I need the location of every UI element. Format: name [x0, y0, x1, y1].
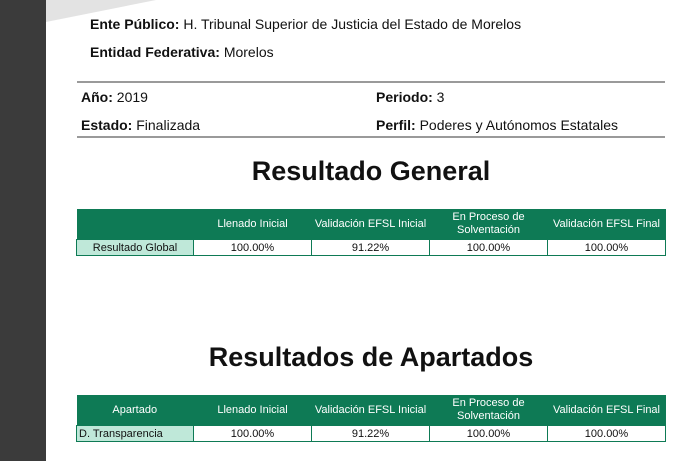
cell-en-proceso: 100.00% [430, 426, 548, 442]
cell-en-proceso: 100.00% [430, 240, 548, 256]
header-validacion-inicial: Validación EFSL Inicial [312, 209, 430, 240]
estado-label: Estado: [81, 117, 133, 133]
header-en-proceso: En Proceso de Solventación [430, 395, 548, 426]
perfil-field [376, 117, 618, 133]
anio-label: Año: [81, 89, 113, 105]
table-row [77, 426, 666, 442]
estado-field [81, 117, 200, 133]
periodo-field [376, 89, 444, 105]
resultado-general-title: Resultado General [251, 156, 491, 186]
header-validacion-final: Validación EFSL Final [548, 395, 666, 426]
ente-publico-value: H. Tribunal Superior de Justicia del Estado de Morelos [183, 16, 522, 32]
resultados-apartados-table [76, 395, 666, 442]
estado-value: Finalizada [136, 117, 201, 133]
cell-validacion-inicial: 91.22% [312, 426, 430, 442]
resultados-apartados-title: Resultados de Apartados [208, 342, 534, 372]
header-llenado-inicial: Llenado Inicial [194, 395, 312, 426]
anio-value: 2019 [116, 89, 148, 105]
header-llenado-inicial: Llenado Inicial [194, 209, 312, 240]
header-apartado: Apartado [77, 395, 194, 426]
table-header-row [77, 209, 666, 240]
anio-field [81, 89, 148, 105]
resultado-general-table [76, 209, 666, 256]
header-validacion-inicial: Validación EFSL Inicial [312, 395, 430, 426]
cell-validacion-final: 100.00% [548, 426, 666, 442]
divider-bottom [77, 136, 665, 138]
cell-validacion-final: 100.00% [548, 240, 666, 256]
divider-top [77, 81, 665, 83]
row-label-transparencia: D. Transparencia [77, 426, 194, 442]
periodo-label: Periodo: [376, 89, 433, 105]
entidad-federativa-value: Morelos [223, 44, 274, 60]
table-row [77, 240, 666, 256]
header-validacion-final: Validación EFSL Final [548, 209, 666, 240]
perfil-label: Perfil: [376, 117, 416, 133]
cell-llenado-inicial: 100.00% [194, 240, 312, 256]
cell-validacion-inicial: 91.22% [312, 240, 430, 256]
header-en-proceso: En Proceso de Solventación [430, 209, 548, 240]
perfil-value: Poderes y Autónomos Estatales [419, 117, 619, 133]
ente-publico-field [90, 16, 521, 32]
entidad-federativa-label: Entidad Federativa: [90, 44, 220, 60]
row-label-resultado-global: Resultado Global [77, 240, 194, 256]
entidad-federativa-field [90, 44, 274, 60]
cell-llenado-inicial: 100.00% [194, 426, 312, 442]
table-header-row [77, 395, 666, 426]
periodo-value: 3 [436, 89, 445, 105]
ente-publico-label: Ente Público: [90, 16, 180, 32]
header-cell-blank [77, 209, 194, 240]
